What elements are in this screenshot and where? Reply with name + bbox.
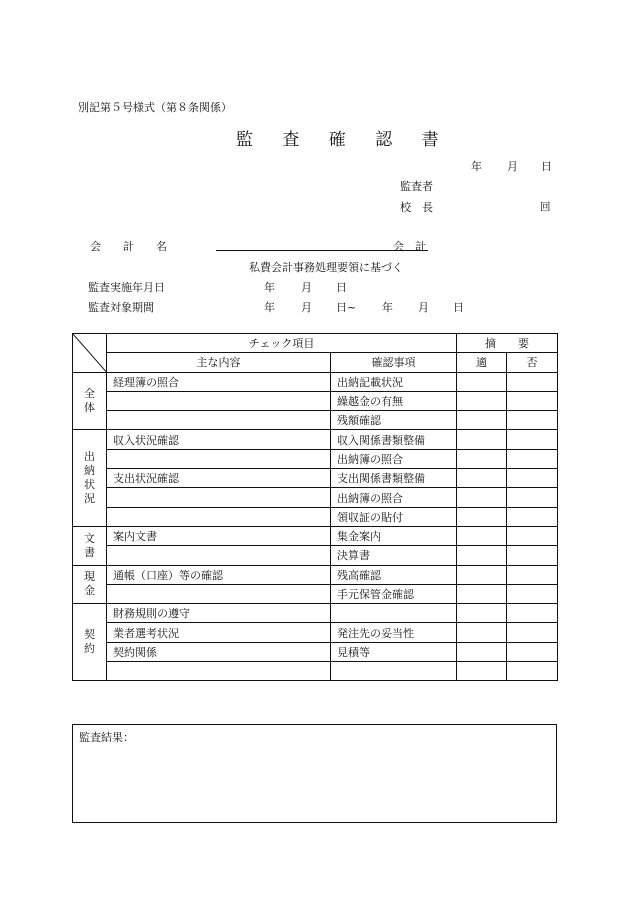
main-content-cell: 経理簿の照合	[107, 372, 331, 391]
main-content-cell: 財務規則の遵守	[107, 604, 331, 623]
ng-cell[interactable]	[507, 565, 558, 584]
confirm-item-cell: 出納簿の照合	[331, 488, 457, 507]
ok-cell[interactable]	[457, 411, 507, 430]
audit-date-month: 月	[301, 281, 312, 294]
confirm-item-cell: 見積等	[331, 642, 457, 661]
group-label	[73, 604, 107, 681]
confirm-item-cell: 出納記載状況	[331, 372, 457, 391]
table-row	[73, 430, 558, 449]
ok-cell[interactable]	[457, 604, 507, 623]
main-content-cell: 支出状況確認	[107, 469, 331, 488]
header-main-content: 主な内容	[107, 353, 331, 372]
header-summary: 摘 要	[457, 334, 558, 353]
ok-cell[interactable]	[457, 565, 507, 584]
diagonal-header-cell	[73, 334, 107, 373]
ng-cell[interactable]	[507, 642, 558, 661]
header-ok: 適	[457, 353, 507, 372]
main-content-cell: 収入状況確認	[107, 430, 331, 449]
audit-date-label: 監査実施年月日	[88, 281, 165, 294]
confirm-item-cell: 発注先の妥当性	[331, 623, 457, 642]
ok-cell[interactable]	[457, 469, 507, 488]
confirm-item-cell: 収入関係書類整備	[331, 430, 457, 449]
confirm-item-cell: 支出関係書類整備	[331, 469, 457, 488]
period-start-year: 年	[264, 301, 275, 314]
table-row	[73, 604, 558, 623]
ok-cell[interactable]	[457, 430, 507, 449]
main-content-cell	[107, 411, 331, 430]
ng-cell[interactable]	[507, 488, 558, 507]
group-label-text: 現金	[84, 570, 95, 598]
main-content-cell	[107, 488, 331, 507]
table-row	[73, 488, 558, 507]
ok-cell[interactable]	[457, 488, 507, 507]
ok-cell[interactable]	[457, 584, 507, 603]
group-label	[73, 430, 107, 526]
main-content-cell	[107, 449, 331, 468]
main-content-cell: 業者選考状況	[107, 623, 331, 642]
ok-cell[interactable]	[457, 662, 507, 681]
confirm-item-cell: 残額確認	[331, 411, 457, 430]
check-table	[72, 333, 558, 681]
ok-cell[interactable]	[457, 546, 507, 565]
ng-cell[interactable]	[507, 507, 558, 526]
date-day-label: 日	[541, 160, 552, 173]
ng-cell[interactable]	[507, 584, 558, 603]
ok-cell[interactable]	[457, 449, 507, 468]
confirm-item-cell	[331, 662, 457, 681]
table-row	[73, 469, 558, 488]
group-label-text: 出納状況	[84, 450, 95, 506]
ng-cell[interactable]	[507, 372, 558, 391]
audit-period-label: 監査対象期間	[88, 301, 154, 314]
check-table-body	[73, 372, 558, 681]
ng-cell[interactable]	[507, 604, 558, 623]
table-row	[73, 546, 558, 565]
confirm-item-cell: 手元保管金確認	[331, 584, 457, 603]
date-year-label: 年	[471, 160, 482, 173]
group-label-text: 全体	[84, 387, 95, 415]
period-end-year: 年	[382, 301, 393, 314]
table-row	[73, 565, 558, 584]
main-content-cell: 通帳（口座）等の確認	[107, 565, 331, 584]
confirm-item-cell: 出納簿の照合	[331, 449, 457, 468]
account-suffix: 会 計	[393, 240, 426, 253]
basis-text: 私費会計事務処理要領に基づく	[249, 261, 403, 274]
table-row	[73, 584, 558, 603]
confirm-item-cell: 繰越金の有無	[331, 391, 457, 410]
group-label-text: 契約	[84, 628, 95, 656]
ok-cell[interactable]	[457, 642, 507, 661]
audit-date-day: 日	[336, 281, 347, 294]
confirm-item-cell: 領収証の貼付	[331, 507, 457, 526]
confirm-item-cell: 集金案内	[331, 526, 457, 545]
ng-cell[interactable]	[507, 526, 558, 545]
confirm-item-cell: 残高確認	[331, 565, 457, 584]
group-label	[73, 526, 107, 565]
table-row	[73, 507, 558, 526]
audit-date-year: 年	[264, 281, 275, 294]
main-content-cell	[107, 507, 331, 526]
main-content-cell	[107, 584, 331, 603]
ng-cell[interactable]	[507, 469, 558, 488]
header-check-items: チェック項目	[107, 334, 457, 353]
main-content-cell: 案内文書	[107, 526, 331, 545]
date-month-label: 月	[507, 160, 518, 173]
main-content-cell	[107, 546, 331, 565]
ng-cell[interactable]	[507, 546, 558, 565]
table-row	[73, 662, 558, 681]
audit-result-label: 監査結果：	[79, 731, 134, 744]
group-label-text: 文書	[84, 531, 95, 559]
auditor-label: 監査者	[400, 180, 433, 193]
document-title: 監 査 確 認 書	[236, 130, 451, 150]
main-content-cell	[107, 391, 331, 410]
ok-cell[interactable]	[457, 526, 507, 545]
period-start-month: 月	[301, 301, 312, 314]
confirm-item-cell: 決算書	[331, 546, 457, 565]
table-row	[73, 526, 558, 545]
group-label	[73, 565, 107, 604]
table-row	[73, 391, 558, 410]
ok-cell[interactable]	[457, 372, 507, 391]
table-row	[73, 642, 558, 661]
form-number: 別記第５号様式（第８条関係）	[78, 101, 232, 114]
audit-result-box[interactable]	[72, 724, 557, 823]
ng-cell[interactable]	[507, 391, 558, 410]
ng-cell[interactable]	[507, 623, 558, 642]
main-content-cell: 契約関係	[107, 642, 331, 661]
period-start-day: 日~	[336, 301, 357, 314]
ok-cell[interactable]	[457, 623, 507, 642]
ok-cell[interactable]	[457, 391, 507, 410]
principal-label: 校 長	[400, 201, 433, 214]
ng-cell[interactable]	[507, 662, 558, 681]
period-end-day: 日	[453, 301, 464, 314]
seal-mark: 回	[540, 201, 551, 213]
ng-cell[interactable]	[507, 430, 558, 449]
period-end-month: 月	[418, 301, 429, 314]
confirm-item-cell	[331, 604, 457, 623]
ng-cell[interactable]	[507, 449, 558, 468]
account-name-label: 会 計 名	[90, 240, 167, 253]
table-row	[73, 411, 558, 430]
table-row	[73, 449, 558, 468]
header-ng: 否	[507, 353, 558, 372]
main-content-cell	[107, 662, 331, 681]
table-row	[73, 623, 558, 642]
header-confirm-items: 確認事項	[331, 353, 457, 372]
table-row	[73, 372, 558, 391]
ok-cell[interactable]	[457, 507, 507, 526]
ng-cell[interactable]	[507, 411, 558, 430]
group-label	[73, 372, 107, 430]
